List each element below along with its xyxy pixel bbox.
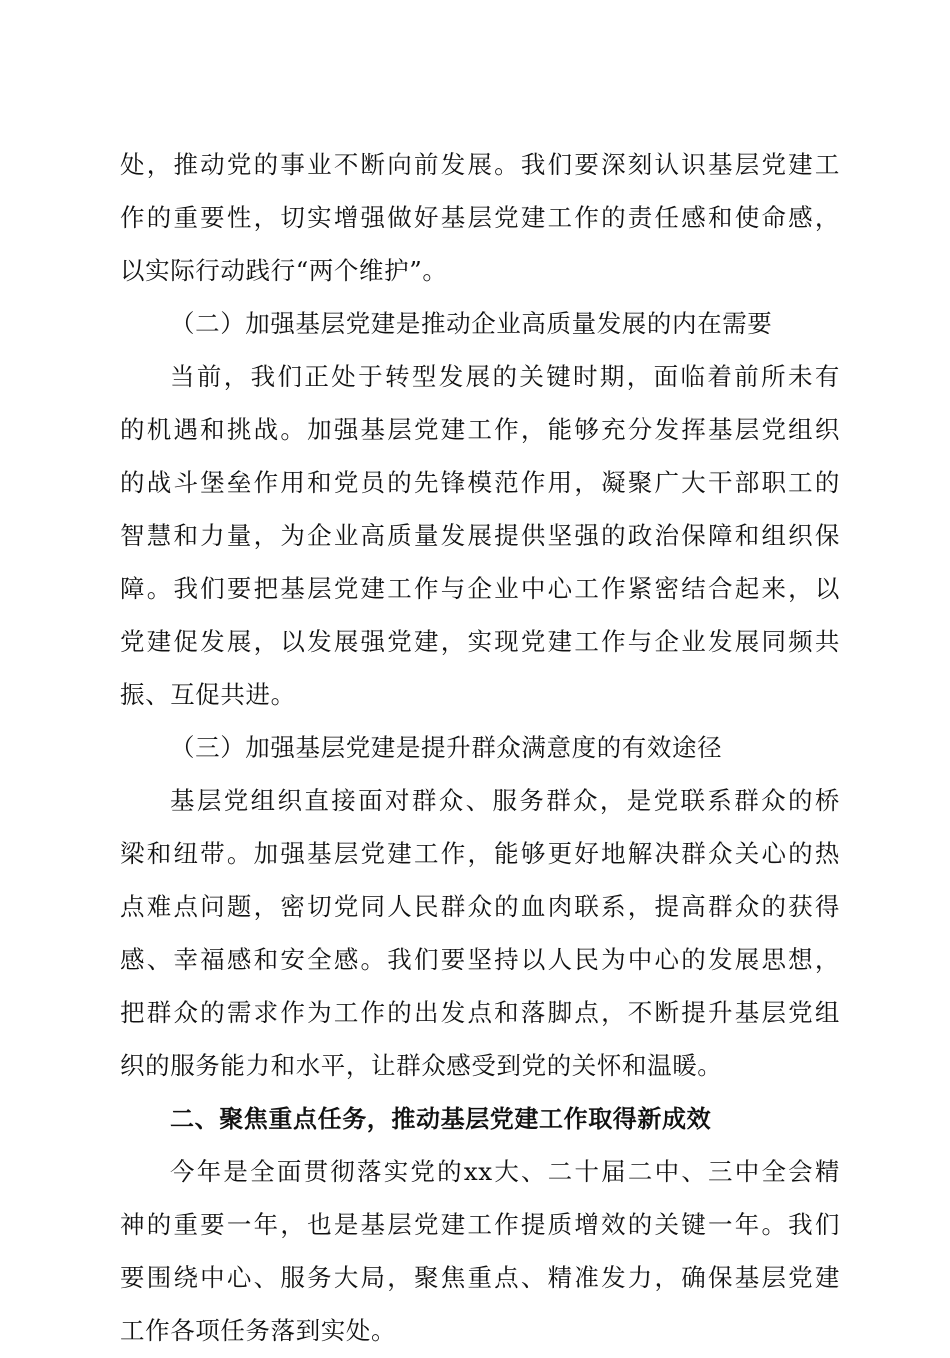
paragraph-line: 基层党组织直接面对群众、服务群众，是党联系群众的桥 [170, 786, 840, 815]
paragraph-line: 处，推动党的事业不断向前发展。我们要深刻认识基层党建工 [120, 150, 840, 179]
paragraph-line: 党建促发展，以发展强党建，实现党建工作与企业发展同频共 [120, 627, 840, 656]
paragraph-line: 梁和纽带。加强基层党建工作，能够更好地解决群众关心的热 [120, 839, 840, 868]
paragraph-line: 振、互促共进。 [120, 680, 296, 709]
paragraph-line: 点难点问题，密切党同人民群众的血肉联系，提高群众的获得 [120, 892, 840, 921]
paragraph-line: 要围绕中心、服务大局，聚焦重点、精准发力，确保基层党建 [120, 1263, 840, 1292]
paragraph-line: 的战斗堡垒作用和党员的先锋模范作用，凝聚广大干部职工的 [120, 468, 840, 497]
paragraph-line: 当前，我们正处于转型发展的关键时期，面临着前所未有 [170, 362, 840, 391]
paragraph-line: 智慧和力量，为企业高质量发展提供坚强的政治保障和组织保 [120, 521, 840, 550]
subheading-3: （三）加强基层党建是提升群众满意度的有效途径 [170, 733, 723, 762]
paragraph-line: 以实际行动践行“两个维护”。 [120, 256, 448, 285]
paragraph-line: 神的重要一年，也是基层党建工作提质增效的关键一年。我们 [120, 1210, 840, 1239]
paragraph-line: 感、幸福感和安全感。我们要坚持以人民为中心的发展思想， [120, 945, 840, 974]
subheading-2: （二）加强基层党建是推动企业高质量发展的内在需要 [170, 309, 773, 338]
section-heading: 二、聚焦重点任务，推动基层党建工作取得新成效 [170, 1105, 712, 1133]
paragraph-line: 障。我们要把基层党建工作与企业中心工作紧密结合起来，以 [120, 574, 840, 603]
paragraph-line: 作的重要性，切实增强做好基层党建工作的责任感和使命感， [120, 203, 840, 232]
paragraph-line: 织的服务能力和水平，让群众感受到党的关怀和温暖。 [120, 1051, 723, 1080]
paragraph-line: 今年是全面贯彻落实党的xx大、二十届二中、三中全会精 [170, 1157, 840, 1186]
paragraph-line: 工作各项任务落到实处。 [120, 1316, 397, 1345]
paragraph-line: 把群众的需求作为工作的出发点和落脚点，不断提升基层党组 [120, 998, 840, 1027]
paragraph-line: 的机遇和挑战。加强基层党建工作，能够充分发挥基层党组织 [120, 415, 840, 444]
